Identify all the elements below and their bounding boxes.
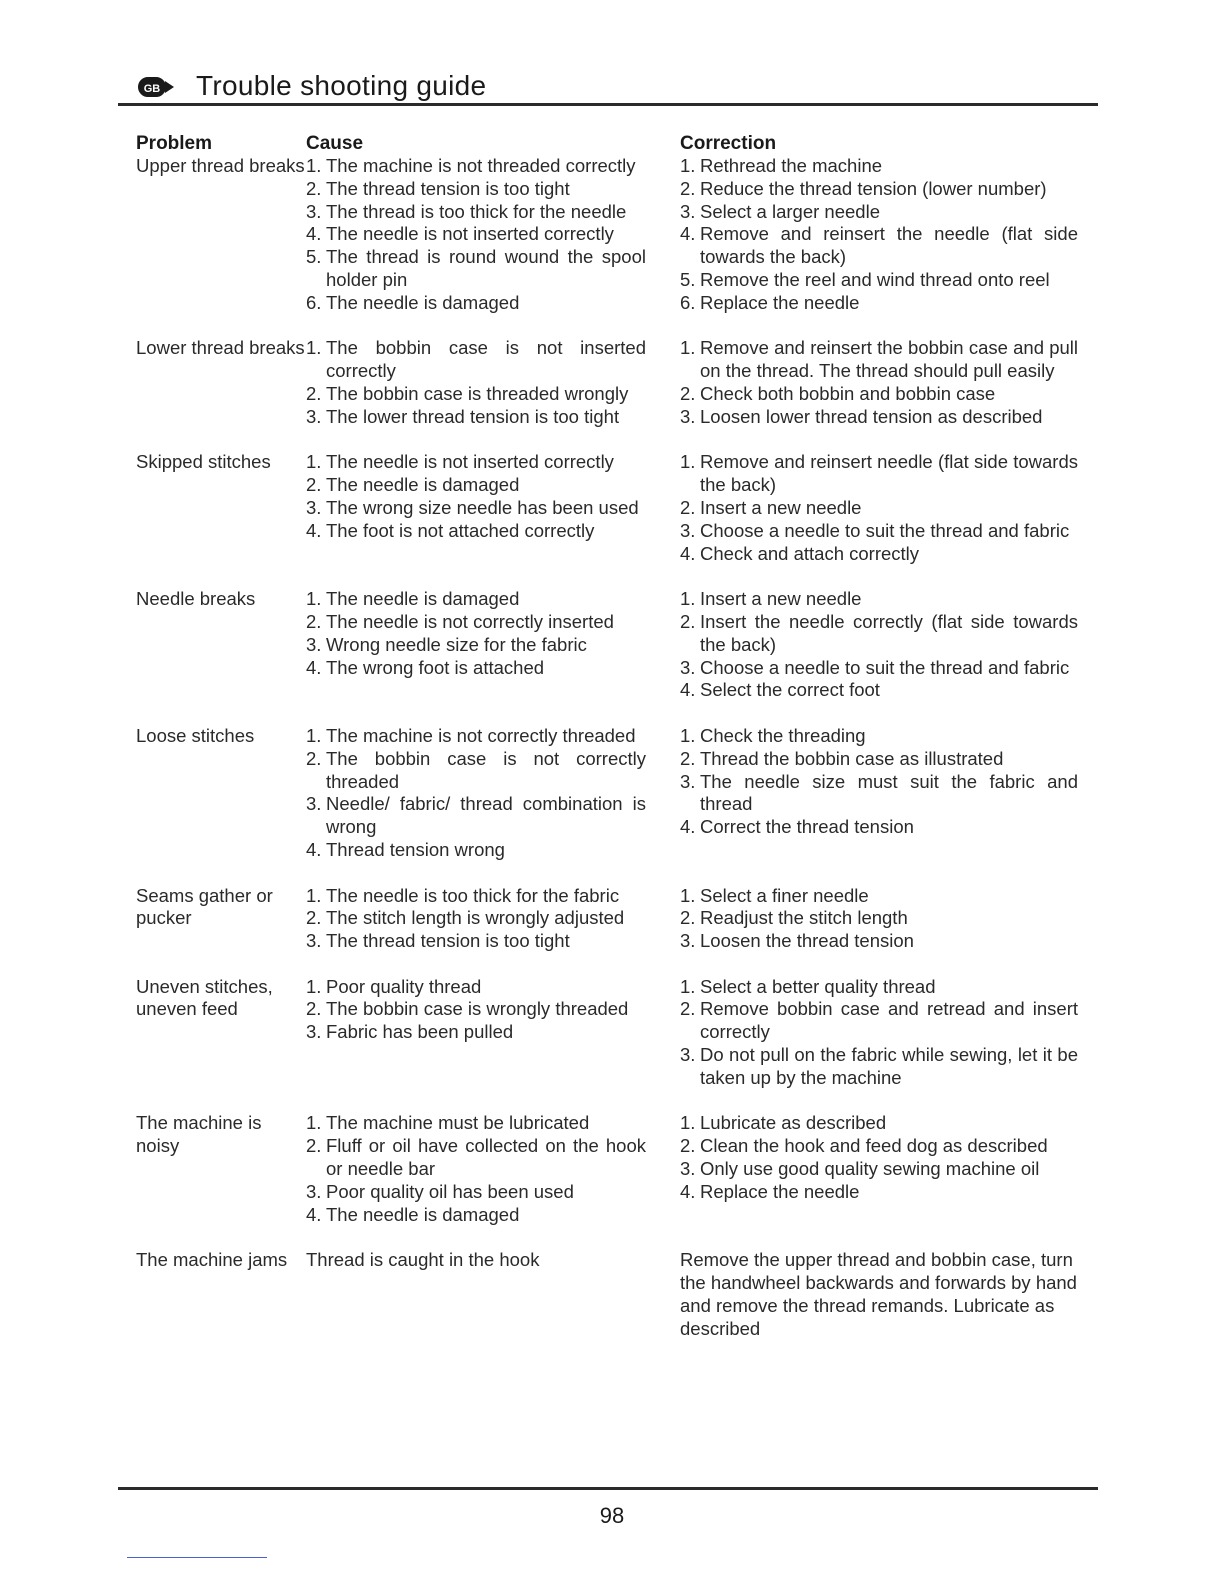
cause-item: [306, 976, 646, 999]
correction-item-text: Remove the reel and wind thread onto reel: [700, 268, 1050, 290]
cause-item-text: The wrong size needle has been used: [326, 496, 639, 518]
correction-item: [680, 406, 1078, 429]
correction-item-text: Select a better quality thread: [700, 975, 936, 997]
cause-item-number: 2.: [306, 610, 322, 632]
cause-item-text: Wrong needle size for the fabric: [326, 633, 587, 655]
cause-item-number: 1.: [306, 588, 322, 610]
correction-item-number: 6.: [680, 291, 696, 313]
table-row: [136, 885, 1078, 953]
cause-item-text: The machine must be lubricated: [326, 1112, 590, 1134]
correction-item-text: Select a finer needle: [700, 884, 869, 906]
correction-item-number: 1.: [680, 724, 696, 746]
table-row: [136, 976, 1078, 1090]
correction-item-number: 3.: [680, 1044, 696, 1066]
correction-item: [680, 1181, 1078, 1204]
bottom-divider: [118, 1487, 1098, 1490]
table-row: [136, 451, 1078, 565]
correction-item-text: Lubricate as described: [700, 1112, 887, 1134]
correction-item-text: Remove and reinsert needle (flat side towards the back): [700, 451, 1078, 496]
cause-item-number: 4.: [306, 223, 322, 245]
cause-item-number: 2.: [306, 747, 322, 769]
correction-item: [680, 611, 1078, 657]
column-header-correction: Correction: [680, 133, 777, 154]
correction-item-text: Select the correct foot: [700, 679, 880, 701]
table-row: [136, 725, 1078, 862]
cause-item-text: The needle is damaged: [326, 291, 520, 313]
cause-item-number: 1.: [306, 884, 322, 906]
cause-item-text: Fluff or oil have collected on the hook or needle bar: [326, 1135, 646, 1180]
cause-item-text: The stitch length is wrongly adjusted: [326, 907, 625, 929]
problem-cell: Lower thread breaks: [136, 337, 305, 359]
cause-item-number: 3.: [306, 793, 322, 815]
cause-item-text: The thread tension is too tight: [326, 177, 570, 199]
correction-item-text: Remove bobbin case and retread and insert correctly: [700, 998, 1078, 1043]
correction-item-number: 1.: [680, 975, 696, 997]
correction-item: [680, 223, 1078, 269]
cause-item: [306, 201, 646, 224]
correction-item-number: 4.: [680, 816, 696, 838]
cause-cell: [306, 155, 680, 315]
correction-item: [680, 771, 1078, 817]
correction-item: [680, 907, 1078, 930]
correction-item: [680, 748, 1078, 771]
cause-item: [306, 930, 646, 953]
correction-cell: [680, 976, 1078, 1090]
cause-item: [306, 1021, 646, 1044]
cause-item-number: 4.: [306, 656, 322, 678]
correction-item-number: 2.: [680, 177, 696, 199]
cause-item-text: The machine is not threaded correctly: [326, 155, 636, 176]
cause-item-text: The thread is too thick for the needle: [326, 200, 627, 222]
problem-cell: Uneven stitches, uneven feed: [136, 975, 273, 1020]
problem-cell: Needle breaks: [136, 588, 256, 610]
gb-language-icon: [138, 76, 174, 98]
correction-item: [680, 543, 1078, 566]
cause-item: [306, 748, 646, 794]
correction-item-text: Thread the bobbin case as illustrated: [700, 747, 1004, 769]
cause-item: [306, 1135, 646, 1181]
cause-item: [306, 634, 646, 657]
correction-item-number: 3.: [680, 930, 696, 952]
cause-item: [306, 657, 646, 680]
cause-item: [306, 337, 646, 383]
correction-item-text: Check and attach correctly: [700, 542, 920, 564]
correction-item-text: Select a larger needle: [700, 200, 880, 222]
cause-item-number: 3.: [306, 200, 322, 222]
correction-item: [680, 201, 1078, 224]
cause-item-text: Thread tension wrong: [326, 838, 505, 860]
correction-item-text: Remove and reinsert the needle (flat side towards the back): [700, 223, 1078, 268]
correction-item-text: Clean the hook and feed dog as described: [700, 1135, 1048, 1157]
gb-badge-label: GB: [138, 77, 166, 97]
cause-item-text: Poor quality oil has been used: [326, 1180, 574, 1202]
cause-item-number: 3.: [306, 405, 322, 427]
cause-item-text: Poor quality thread: [326, 975, 482, 997]
cause-item-number: 1.: [306, 337, 322, 359]
correction-item-number: 5.: [680, 268, 696, 290]
correction-item-number: 3.: [680, 519, 696, 541]
correction-item-text: Reduce the thread tension (lower number): [700, 177, 1047, 199]
correction-cell: [680, 337, 1078, 428]
correction-item-number: 2.: [680, 998, 696, 1020]
table-row: [136, 588, 1078, 702]
cause-item-number: 1.: [306, 975, 322, 997]
column-header-problem: Problem: [136, 133, 213, 154]
correction-item: [680, 657, 1078, 680]
correction-item: [680, 930, 1078, 953]
cause-item-text: The foot is not attached correctly: [326, 519, 595, 541]
correction-item: [680, 725, 1078, 748]
cause-item: [306, 793, 646, 839]
cause-cell: [306, 1112, 680, 1226]
cause-item-text: The needle is too thick for the fabric: [326, 884, 620, 906]
correction-cell: [680, 725, 1078, 862]
problem-cell: Seams gather or pucker: [136, 884, 273, 929]
cause-cell: [306, 976, 680, 1090]
correction-item: [680, 1112, 1078, 1135]
correction-item-number: 1.: [680, 1112, 696, 1134]
cause-item: [306, 1181, 646, 1204]
table-row: [136, 155, 1078, 315]
cause-item: [306, 1204, 646, 1227]
problem-cell: Loose stitches: [136, 724, 255, 746]
cause-item: [306, 1249, 646, 1272]
cause-item-number: 1.: [306, 724, 322, 746]
correction-item-text: Choose a needle to suit the thread and fabric: [700, 656, 1070, 678]
cause-item-number: 2.: [306, 382, 322, 404]
cause-item-number: 3.: [306, 1180, 322, 1202]
cause-item-text: The thread is round wound the spool holder pin: [326, 246, 646, 290]
cause-item-text: The needle is damaged: [326, 588, 520, 610]
correction-cell: [680, 1112, 1078, 1226]
problem-cell: Upper thread breaks: [136, 155, 305, 176]
correction-item-text: Only use good quality sewing machine oil: [700, 1158, 1040, 1180]
troubleshooting-table: [136, 132, 1078, 1363]
top-divider: [118, 103, 1098, 106]
table-body: [136, 155, 1078, 1340]
cause-item: [306, 998, 646, 1021]
correction-item-text: Loosen lower thread tension as described: [700, 405, 1043, 427]
correction-item: [680, 976, 1078, 999]
cause-item-number: 1.: [306, 1112, 322, 1134]
cause-item: [306, 611, 646, 634]
correction-item: [680, 451, 1078, 497]
correction-item-number: 3.: [680, 405, 696, 427]
cause-item-number: 1.: [306, 451, 322, 473]
cause-item: [306, 474, 646, 497]
cause-item-number: 4.: [306, 1203, 322, 1225]
correction-item-number: 2.: [680, 610, 696, 632]
correction-item: [680, 178, 1078, 201]
correction-item-text: Check the threading: [700, 724, 866, 746]
cause-item-text: Thread is caught in the hook: [306, 1249, 540, 1271]
correction-item-text: Check both bobbin and bobbin case: [700, 382, 996, 404]
cause-cell: [306, 337, 680, 428]
cause-item-number: 3.: [306, 930, 322, 952]
cause-item: [306, 907, 646, 930]
correction-item: [680, 1158, 1078, 1181]
correction-item: [680, 1044, 1078, 1090]
table-row: [136, 337, 1078, 428]
cause-cell: [306, 451, 680, 565]
cause-item-number: 4.: [306, 519, 322, 541]
cause-item-text: The needle is damaged: [326, 1203, 520, 1225]
correction-item-text: The needle size must suit the fabric and thread: [700, 770, 1078, 815]
correction-item: [680, 1249, 1078, 1340]
cause-item: [306, 292, 646, 315]
cause-item: [306, 383, 646, 406]
correction-cell: [680, 1249, 1078, 1340]
cause-item: [306, 246, 646, 292]
cause-item-text: The bobbin case is wrongly threaded: [326, 998, 629, 1020]
correction-cell: [680, 155, 1078, 315]
cause-item-number: 5.: [306, 246, 322, 268]
cause-item: [306, 223, 646, 246]
correction-item-number: 1.: [680, 451, 696, 473]
correction-item-number: 1.: [680, 884, 696, 906]
page-header: [118, 68, 1098, 106]
cause-item: [306, 451, 646, 474]
correction-item: [680, 269, 1078, 292]
problem-cell: The machine is noisy: [136, 1112, 262, 1157]
cause-item-number: 3.: [306, 1021, 322, 1043]
cause-item: [306, 155, 646, 178]
correction-item-number: 3.: [680, 656, 696, 678]
correction-item-number: 4.: [680, 542, 696, 564]
cause-item-number: 1.: [306, 155, 322, 176]
cause-item-number: 2.: [306, 177, 322, 199]
arrow-icon: [165, 81, 174, 93]
cause-item: [306, 885, 646, 908]
cause-item: [306, 178, 646, 201]
correction-item-text: Remove and reinsert the bobbin case and pull on the thread. The thread should pull easily: [700, 337, 1078, 382]
correction-item-text: Insert a new needle: [700, 588, 862, 610]
problem-cell: The machine jams: [136, 1249, 288, 1271]
cause-item: [306, 725, 646, 748]
cause-item: [306, 588, 646, 611]
correction-item-text: Do not pull on the fabric while sewing, let it be taken up by the machine: [700, 1044, 1078, 1088]
cause-item-text: The bobbin case is not inserted correctly: [326, 337, 646, 382]
cause-item: [306, 497, 646, 520]
correction-item-number: 1.: [680, 588, 696, 610]
cause-item: [306, 406, 646, 429]
cause-item-number: 6.: [306, 291, 322, 313]
cause-item-text: The bobbin case is not correctly threaded: [326, 747, 646, 792]
correction-cell: [680, 451, 1078, 565]
cause-item-number: 2.: [306, 474, 322, 496]
cause-item-text: Needle/ fabric/ thread combination is wrong: [326, 793, 646, 838]
cause-item-number: 3.: [306, 633, 322, 655]
correction-item-number: 2.: [680, 1135, 696, 1157]
correction-item-number: 2.: [680, 496, 696, 518]
correction-item-text: Choose a needle to suit the thread and fabric: [700, 519, 1070, 541]
cause-item-text: Fabric has been pulled: [326, 1021, 514, 1043]
cause-item-text: The needle is not correctly inserted: [326, 610, 614, 632]
correction-item: [680, 337, 1078, 383]
table-header-row: [136, 132, 1078, 155]
cause-item-number: 4.: [306, 838, 322, 860]
correction-item: [680, 816, 1078, 839]
correction-item-text: Remove the upper thread and bobbin case, turn the handwheel backwards and forwards by hand and remove the thread remands. Lubricate as described: [680, 1249, 1077, 1339]
cause-item-text: The bobbin case is threaded wrongly: [326, 382, 629, 404]
cause-item-text: The needle is not inserted correctly: [326, 223, 614, 245]
correction-item-number: 4.: [680, 679, 696, 701]
correction-item-text: Rethread the machine: [700, 155, 883, 176]
cause-cell: [306, 1249, 680, 1340]
correction-cell: [680, 885, 1078, 953]
correction-cell: [680, 588, 1078, 702]
correction-item: [680, 998, 1078, 1044]
correction-item-number: 1.: [680, 337, 696, 359]
cause-item-number: 2.: [306, 907, 322, 929]
correction-item-text: Insert the needle correctly (flat side towards the back): [700, 610, 1078, 655]
cause-cell: [306, 588, 680, 702]
correction-item-number: 4.: [680, 223, 696, 245]
cause-item: [306, 1112, 646, 1135]
cause-cell: [306, 885, 680, 953]
column-header-cause: Cause: [306, 133, 364, 154]
correction-item: [680, 497, 1078, 520]
correction-item: [680, 1135, 1078, 1158]
cause-item: [306, 839, 646, 862]
correction-item-text: Correct the thread tension: [700, 816, 914, 838]
correction-item-text: Replace the needle: [700, 1180, 860, 1202]
cause-item-number: 2.: [306, 998, 322, 1020]
cause-item-text: The wrong foot is attached: [326, 656, 545, 678]
correction-item-number: 2.: [680, 747, 696, 769]
correction-item-number: 2.: [680, 382, 696, 404]
cause-item-text: The lower thread tension is too tight: [326, 405, 620, 427]
correction-item-number: 2.: [680, 907, 696, 929]
correction-item: [680, 679, 1078, 702]
correction-item: [680, 520, 1078, 543]
correction-item-text: Readjust the stitch length: [700, 907, 908, 929]
correction-item-number: 4.: [680, 1180, 696, 1202]
correction-item-text: Replace the needle: [700, 291, 860, 313]
correction-item-number: 3.: [680, 1158, 696, 1180]
page-title: Trouble shooting guide: [196, 70, 487, 101]
correction-item: [680, 292, 1078, 315]
correction-item: [680, 155, 1078, 178]
cause-item-text: The thread tension is too tight: [326, 930, 570, 952]
cause-item-number: 2.: [306, 1135, 322, 1157]
correction-item-text: Insert a new needle: [700, 496, 862, 518]
table-row: [136, 1249, 1078, 1340]
correction-item: [680, 885, 1078, 908]
cause-item-text: The machine is not correctly threaded: [326, 724, 636, 746]
page-number: 98: [599, 1503, 625, 1528]
cause-item-text: The needle is damaged: [326, 474, 520, 496]
correction-item-number: 3.: [680, 770, 696, 792]
footer-link-line: [127, 1557, 267, 1558]
cause-cell: [306, 725, 680, 862]
correction-item: [680, 588, 1078, 611]
correction-item-number: 3.: [680, 200, 696, 222]
correction-item-number: 1.: [680, 155, 696, 176]
problem-cell: Skipped stitches: [136, 451, 271, 473]
cause-item-number: 3.: [306, 496, 322, 518]
table-row: [136, 1112, 1078, 1226]
cause-item-text: The needle is not inserted correctly: [326, 451, 614, 473]
correction-item: [680, 383, 1078, 406]
correction-item-text: Loosen the thread tension: [700, 930, 914, 952]
cause-item: [306, 520, 646, 543]
